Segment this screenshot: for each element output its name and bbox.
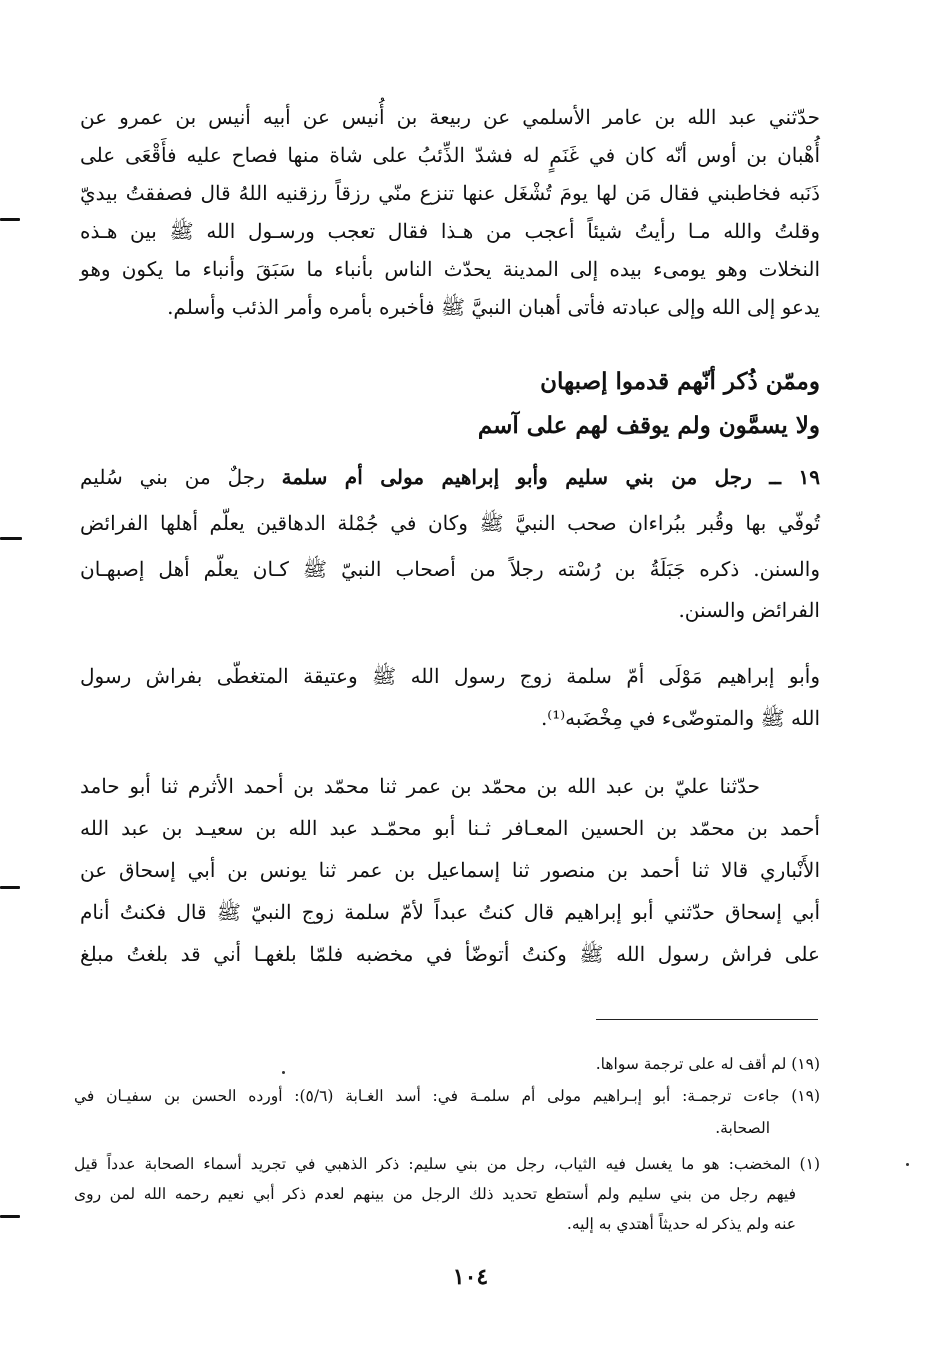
- footnote-separator: [596, 1019, 818, 1020]
- text-line: على فراش رسول الله ﷺ وكنتُ أتوضّأ في مخضبه فلمّا بلغهـا أني قد بلغتُ مبلغ: [80, 942, 820, 966]
- text-line: أحمد بن محمّد بن الحسين المعـافر ثـنا أبو محمّـد عبد الله بن سعيـد بن عبد الله: [80, 816, 820, 840]
- text-line: أُهْبان بن أوس أنّه كان في غَنَمٍ له فشدّ الذِّئبُ على شاة منها فصاح عليه فأَقْعَى على: [80, 143, 820, 167]
- footnote-line: (١٩) لم أقف له على ترجمة سواها.: [595, 1055, 820, 1073]
- margin-mark: [0, 537, 22, 540]
- heading-line: وممّن ذُكر أنّهم قدموا إصبهان: [540, 368, 820, 395]
- text-line: الفرائض والسنن.: [678, 598, 820, 622]
- paragraph-hadith: [80, 102, 820, 352]
- footnote-line: الصحابة.: [715, 1119, 770, 1137]
- margin-mark: [0, 1215, 20, 1218]
- text-line: ذَنَبه فخاطبني فقال مَن لها يومَ تُشْغَل عنها تنزع منّي رزقاً رزقنيه اللهُ قال فصفقتُ بيديّ: [80, 181, 820, 205]
- entry-text: رجلٌ من بني سُليم: [80, 465, 282, 489]
- margin-mark: [0, 218, 20, 221]
- heading-line: ولا يسمَّون ولم يوقف لهم على آسم: [477, 412, 820, 439]
- text-line: النخلات وهو يومىء بيده إلى المدينة يحدّث الناس بأنباء ما سَبَقَ وأنباء ما يكون وهو: [80, 257, 820, 281]
- text-line: تُوفّي بها وقُبر ببُراءان صحب النبيَّ ﷺ وكان في جُمْلة الدهاقين يعلّم أهلها الفرائض: [80, 511, 820, 535]
- paragraph-abu-ibrahim: [80, 661, 820, 741]
- text-line: أبي إسحاق حدّثني أبو إبراهيم قال كنتُ عبداً لأمّ سلمة زوج النبيّ ﷺ قال فكنتُ أنام: [80, 900, 820, 924]
- text-line: وقلتُ والله مـا رأيتُ شيئاً أعجب من هـذا فقال تعجب ورسـول الله ﷺ بين هـذه: [80, 219, 820, 243]
- text-line: الأَنْباري قالا ثنا أحمد بن منصور ثنا إسماعيل بن عمر ثنا يونس بن أبي إسحاق عن: [80, 858, 820, 882]
- speck: [906, 1163, 909, 1166]
- entry-title-line: [80, 462, 820, 492]
- margin-mark: [0, 886, 20, 889]
- entry-title: ١٩ ــ رجل من بني سليم وأبو إبراهيم مولى أم سلمة: [281, 465, 821, 489]
- footnote-line: (١) المخضب: هو ما يغسل فيه الثياب، رجل من بني سليم: ذكر الذهبي في تجريد أسماء الصحابة عدداً قيل: [74, 1155, 820, 1173]
- text-line: والسنن. ذكره جَبَلَةُ بن رُسْته رجلاً من أصحاب النبيّ ﷺ كـان يعلّم أهل إصبهـان: [80, 557, 820, 581]
- text-line: حدّثني عبد الله بن عامر الأسلمي عن ربيعة بن أُنيس عن أبيه أنيس بن عمرو عن: [80, 105, 820, 129]
- footnote-line: عنه ولم يذكر له حديثاً أهتدي به إليه.: [566, 1215, 796, 1233]
- footnote-line: (١٩) جاءت ترجمـة: أبو إبـراهيم مولى أم سلمـة في: أسد الغـابة (٥/٦): أورده الحسن بن سفيـان في: [74, 1087, 820, 1105]
- text-line: حدّثنا عليّ بن عبد الله بن محمّد بن عمر ثنا محمّد بن أحمد الأثرم ثنا أبو حامد: [80, 774, 760, 798]
- page-number: ١٠٤: [452, 1264, 489, 1290]
- section-heading: [80, 364, 820, 450]
- footnote-line: فيهم رجل من بني سليم ولم أستطع تحديد ذلك الرجل من بينهم لعدم ذكر أبي نعيم رحمه الله لمن روى: [74, 1185, 796, 1203]
- footnotes: [74, 1051, 820, 1251]
- entry-19: [80, 462, 820, 622]
- paragraph-isnad: [80, 771, 820, 981]
- text-line: وأبو إبراهيم مَوْلَى أمّ سلمة زوج رسول الله ﷺ وعتيقة المتغطّى بفراش رسول: [80, 664, 820, 688]
- text-line: الله ﷺ والمتوضّىء في مِخْضَبه⁽¹⁾.: [540, 706, 820, 730]
- text-line: يدعو إلى الله وإلى عبادته فأتى أهبان النبيَّ ﷺ فأخبره بأمره وأمر الذئب وأسلم.: [167, 295, 820, 319]
